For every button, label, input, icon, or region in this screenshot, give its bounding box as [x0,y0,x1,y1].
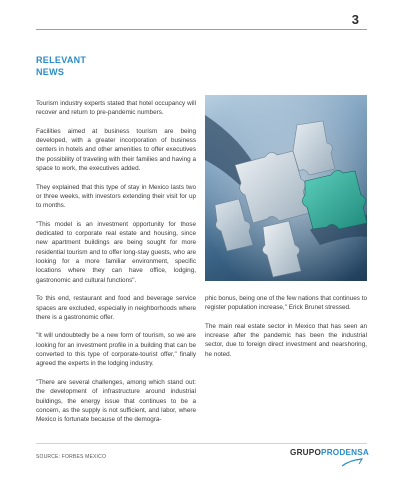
article-paragraph: Facilities aimed at business tourism are being developed, with a greater incorporation of business centers in hotels and other amenities to offer executives the possibility of traveling with their families and having a space to work, the executives added. [36,127,196,173]
article-paragraph: To this end, restaurant and food and beverage service spaces are excluded, especially in neighborhoods where there is a gastronomic offer. [36,295,196,321]
header-divider [36,29,367,30]
logo-swoosh-icon [290,458,370,468]
company-logo [290,448,370,468]
footer-divider [36,443,367,444]
article-paragraph: The main real estate sector in Mexico that has seen an increase after the pandemic has been the industrial sector, due to foreign direct investment and nearshoring, he noted. [205,322,367,358]
article-paragraph: Tourism industry experts stated that hotel occupancy will recover and return to pre-pandemic numbers. [36,100,196,117]
article-paragraph: phic bonus, being one of the few nations that continues to register population increase," Erick Brunet stressed. [205,295,367,312]
article-paragraph: "There are several challenges, among which stand out: the development of infrastructure around industrial buildings, the energy issue that continues to be a concern, as the supply is not sufficient, and labor, where Mexico is fortunate because of the demogra- [36,378,196,424]
puzzle-pieces-icon [205,95,367,281]
article-right-column [205,294,367,368]
logo-text [290,448,370,457]
logo-part1: GRUPO [290,448,322,457]
logo-part2: PRODENSA [321,448,370,457]
page-number: 3 [351,12,359,27]
section-title [36,55,86,78]
source-credit: SOURCE: FORBES MEXICO [36,454,107,460]
article-paragraph: "It will undoubtedly be a new form of tourism, so we are looking for an investment profile in a building that can be converted to this type of corporate-tourist offer," finally agreed the experts in the lodging industry. [36,332,196,368]
section-title-line2: NEWS [36,66,65,77]
puzzle-photo [205,95,367,281]
article-left-column [36,99,196,434]
article-paragraph: "This model is an investment opportunity for those dedicated to corporate real estate and housing, since new apartment buildings are being sought for more residential tourism and to offer long-stay guests, who are looking for a more familiar environment, specific locations where they can have office, lodging, gastronomic and cultural functions". [36,220,196,284]
section-title-line1: RELEVANT [36,55,87,65]
article-paragraph: They explained that this type of stay in Mexico lasts two or three weeks, with investors extending their visit for up to months. [36,183,196,210]
